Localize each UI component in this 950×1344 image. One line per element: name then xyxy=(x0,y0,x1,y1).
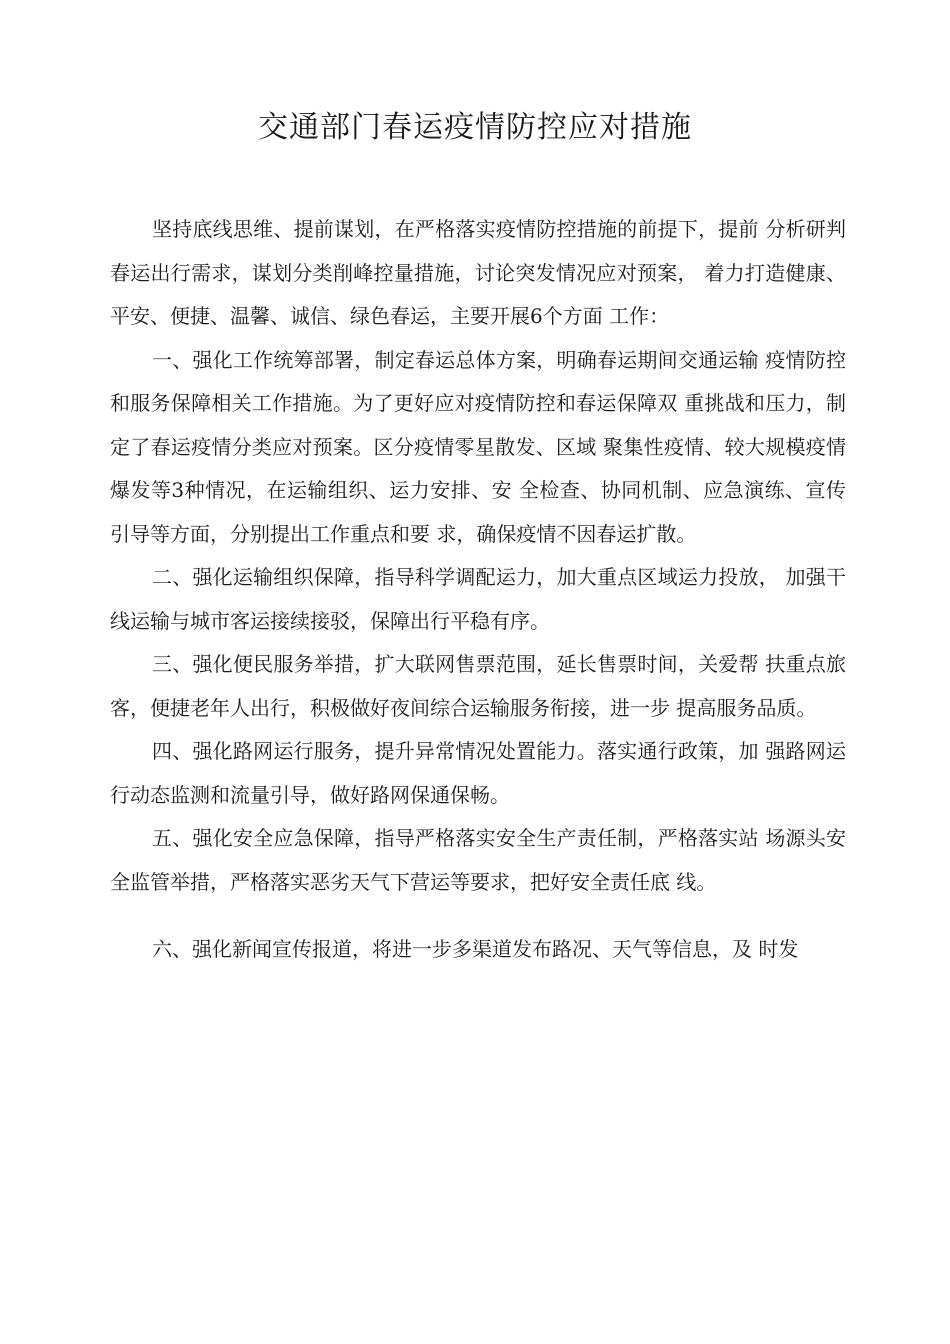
paragraph-intro: 坚持底线思维、提前谋划，在严格落实疫情防控措施的前提下，提前 分析研判春运出行需求，谋划分类削峰控量措施，讨论突发情况应对预案， 着力打造健康、平安、便捷、温馨、诚信、绿色春运，主要开展6个方面 工作： xyxy=(110,217,846,328)
paragraph-measure-5: 五、强化安全应急保障，指导严格落实安全生产责任制，严格落实站 场源头安全监管举措，严格落实恶劣天气下营运等要求，把好安全责任底 线。 xyxy=(110,826,846,894)
document-title: 交通部门春运疫情防控应对措施 xyxy=(258,110,692,145)
paragraph-measure-2: 二、强化运输组织保障，指导科学调配运力，加大重点区域运力投放， 加强干线运输与城市客运接续接驳，保障出行平稳有序。 xyxy=(110,565,846,633)
document-body xyxy=(110,208,846,972)
paragraph-measure-3: 三、强化便民服务举措，扩大联网售票范围，延长售票时间，关爱帮 扶重点旅客，便捷老年人出行，积极做好夜间综合运输服务衔接，进一步 提高服务品质。 xyxy=(110,652,846,720)
paragraph-measure-4: 四、强化路网运行服务，提升异常情况处置能力。落实通行政策，加 强路网运行动态监测和流量引导，做好路网保通保畅。 xyxy=(110,739,846,807)
paragraph-measure-6: 六、强化新闻宣传报道，将进一步多渠道发布路况、天气等信息，及 时发 xyxy=(152,937,799,961)
paragraph-measure-1: 一、强化工作统筹部署，制定春运总体方案，明确春运期间交通运输 疫情防控和服务保障相关工作措施。为了更好应对疫情防控和春运保障双 重挑战和压力，制定了春运疫情分类应对预案。区分疫情零星散发、区域 聚集性疫情、较大规模疫情爆发等3种情况，在运输组织、运力安排、安 全检查、协同机制、应急演练、宣传引导等方面，分别提出工作重点和要 求，确保疫情不因春运扩散。 xyxy=(110,347,846,546)
